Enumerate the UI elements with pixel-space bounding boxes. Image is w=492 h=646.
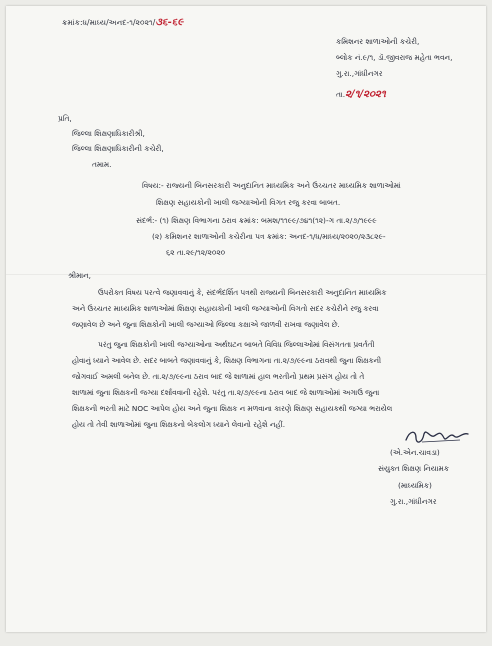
reference-line-2: (૨) કમિશનર શાળાઓની કચેરીના પત્ર ક્રમાંક: અનદ-૧/ધ/માધ્ય/૨૦૨૦/૨૩૮૨૯- (152, 232, 386, 241)
reference-number (62, 18, 183, 28)
recipient-line-1: જિલ્લા શિક્ષણાધિકારીશ્રી, (72, 129, 145, 138)
paragraph-2-line-3: જોગવાઈ અમલી બનેલ છે. તા.૨/૭/૯૯ના ઠરાવ બાદ જે શાળામાં હાલ ભરતીનો પ્રથમ પ્રસંગ હોય તો તે (72, 372, 365, 381)
paragraph-2-line-5: શિક્ષકની ભરતી માટે NOC આપેલ હોય અને જુના શિક્ષક ન મળવાના કારણે શિક્ષણ સહાયકથી જગ્યા ભરાયેલ (72, 404, 393, 413)
salutation: શ્રીમાન, (68, 271, 92, 280)
sender-city: ગુ.રા.,ગાંધીનગર (336, 69, 383, 78)
date-prefix: તા. (336, 90, 346, 99)
sender-office: કમિશનર શાળાઓની કચેરી, (336, 37, 420, 46)
reference-handwritten: ૩૬-૬૯ (155, 17, 184, 28)
signatory-name: (એ.એન.ચાવડા) (390, 448, 440, 457)
paragraph-2-line-2: હોવાનું ધ્યાને આવેલ છે. સદર બાબતે જણાવવાનું કે, શિક્ષણ વિભાગના તા.૨/૭/૯૯ના ઠરાવથી જુના શિક્ષકની (72, 356, 382, 365)
signature-image (402, 426, 472, 448)
sender-block: બ્લોક નં.૯/૧, ડૉ.જીવરાજ મહેતા ભવન, (336, 53, 453, 62)
paragraph-2-line-1: પરંતુ જુના શિક્ષકોની ખાલી જગ્યાઓના અર્થઘટન બાબતે વિવિધ જિલ્લાઓમાં વિસંગતતા પ્રવર્તતી (98, 340, 375, 349)
paragraph-1-line-3: જણાવેલ છે અને જુના શિક્ષકોની ખાલી જગ્યાઓ જિલ્લા કક્ષાએ જાળવી રાખવા જણાવેલ છે. (72, 320, 340, 329)
paragraph-1-line-2: અને ઉચ્ચતર માધ્યમિક શાળાઓમાં શિક્ષણ સહાયકોની ખાલી જગ્યાઓની વિગતો સદર કચેરીને રજુ કરવા (72, 304, 379, 313)
recipient-line-2: જિલ્લા શિક્ષણાધિકારીની કચેરી, (72, 144, 164, 153)
to-label: પ્રતિ, (58, 114, 72, 123)
subject-line-1: વિષય:- રાજ્યની બિનસરકારી અનુદાનિત માધ્યમિક અને ઉચ્ચતર માધ્યમિક શાળાઓમાં (142, 181, 401, 190)
reference-line-1: સંદર્ભ:- (૧) શિક્ષણ વિભાગના ઠરાવ ક્રમાંક: બમશ/૧૧૯૯/૭૪૧(૧૨)-ગ તા.૨/૭/૧૯૯૯ (136, 216, 377, 225)
letter-page (6, 6, 486, 632)
signatory-city: ગુ.રા.,ગાંધીનગર (390, 497, 437, 506)
subject-line-2: શિક્ષણ સહાયકોની ખાલી જગ્યાઓની વિગત રજુ કરવા બાબત. (156, 198, 341, 207)
recipient-line-3: તમામ. (92, 160, 112, 169)
paper-fold-line (6, 274, 486, 275)
letter-date (336, 90, 386, 100)
date-handwritten: ૨/૧/૨૦૨૧ (345, 89, 386, 100)
signatory-wing: (માધ્યમિક) (398, 481, 432, 490)
paragraph-2-line-6: હોય તો તેવી શાળાઓમાં જુના શિક્ષકનો બેકલોગ ધ્યાને લેવાનો રહેશે નહીં. (72, 420, 286, 429)
reference-line-3: ૬૨ તા.૨૯/૧૨/૨૦૨૦ (166, 248, 226, 257)
paragraph-1-line-1: ઉપરોક્ત વિષય પરત્વે જણાવવાનું કે, સંદર્ભદર્શિત પત્રથી રાજ્યની બિનસરકારી અનુદાનિત માધ્યમિક (98, 288, 387, 297)
signatory-title: સંયુક્ત શિક્ષણ નિયામક (378, 464, 449, 473)
paragraph-2-line-4: શાળામાં જુના શિક્ષકની જગ્યા દર્શાવવાની રહેશે. પરંતુ તા.૨/૭/૯૯ના ઠરાવ બાદ જે શાળાઓમાં અગાઉ જુના (72, 388, 380, 397)
reference-prefix: ક્રમાંક:ધ/માધ્ય/અનદ-૧/૨૦૨૧/ (62, 18, 156, 27)
